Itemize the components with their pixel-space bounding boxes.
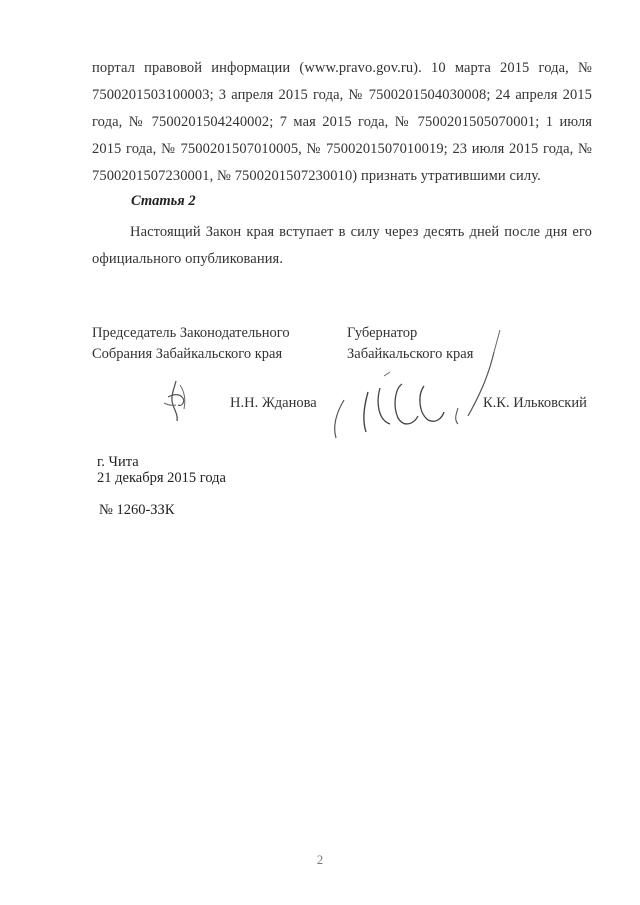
signature-left-icon	[160, 375, 200, 425]
signatory-left-title-line-1: Председатель Законодательного	[92, 325, 290, 341]
signatory-right-name: К.К. Ильковский	[483, 395, 587, 411]
article-heading: Статья 2	[131, 193, 196, 209]
city: г. Чита	[97, 454, 139, 470]
paragraph-2: Настоящий Закон края вступает в силу через десять дней после дня его официального опубликования.	[92, 224, 592, 267]
signatory-right-title-line-2: Забайкальского края	[347, 346, 474, 362]
page-number: 2	[316, 852, 324, 867]
signatory-left-name: Н.Н. Жданова	[230, 395, 317, 411]
signatory-left-title-line-2: Собрания Забайкальского края	[92, 346, 283, 362]
signature-right-icon	[318, 328, 518, 448]
signatory-left-title	[92, 323, 290, 365]
paragraph-1: портал правовой информации (www.pravo.gov.ru). 10 марта 2015 года, № 7500201503100003; 3 апреля 2015 года, № 7500201504030008; 24 апреля 2015 года, № 7500201504240002; 7 мая 2015 года, № 7500201505070001; 1 июля 2015 года, № 7500201507010005, № 7500201507010019; 23 июля 2015 года, № 7500201507230001, № 7500201507230010) признать утратившими силу.	[92, 60, 592, 184]
signatory-right-title-line-1: Губернатор	[347, 325, 418, 341]
date: 21 декабря 2015 года	[97, 470, 226, 486]
law-number: № 1260-ЗЗК	[99, 502, 175, 518]
